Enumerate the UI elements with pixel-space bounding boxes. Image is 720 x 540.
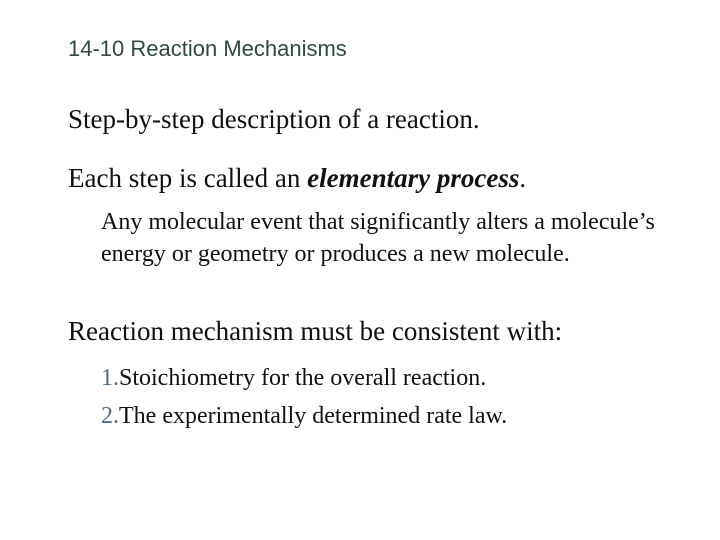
emphasis-term: elementary process: [307, 163, 520, 193]
list-item: [101, 362, 486, 394]
list-number: 2.: [101, 403, 119, 429]
bullet-prefix: Each step is called an: [68, 163, 308, 193]
list-item-text: The experimentally determined rate law.: [119, 403, 508, 429]
bullet-step-by-step: Step-by-step description of a reaction.: [68, 104, 480, 134]
list-item: [101, 400, 507, 432]
bullet-elementary-process: [68, 163, 526, 194]
slide-title: 14-10 Reaction Mechanisms: [68, 36, 347, 61]
list-number: 1.: [101, 365, 119, 391]
sub-bullet-definition: Any molecular event that significantly alters a molecule’s energy or geometry or produces a new molecule.: [101, 209, 655, 267]
bullet-consistency: Reaction mechanism must be consistent with:: [68, 316, 563, 346]
bullet-suffix: .: [519, 163, 527, 193]
list-item-text: Stoichiometry for the overall reaction.: [119, 365, 487, 391]
